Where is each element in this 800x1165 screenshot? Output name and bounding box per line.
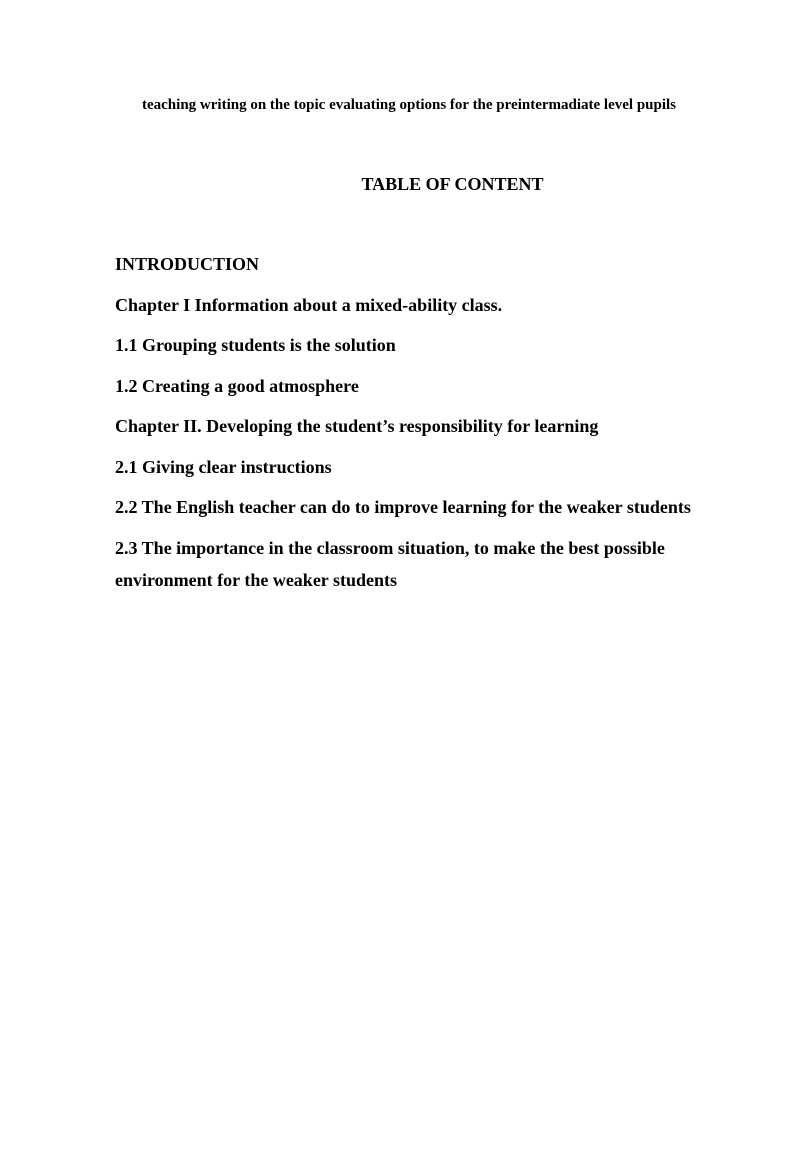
document-title: teaching writing on the topic evaluating options for the preintermadiate level pupils — [142, 97, 677, 113]
toc-entry-2-3: 2.3 The importance in the classroom situation, to make the best possible environment for the weaker students — [115, 537, 665, 590]
toc-entry-chapter-2: Chapter II. Developing the student’s responsibility for learning — [115, 416, 599, 436]
toc-entry-2-1: 2.1 Giving clear instructions — [115, 456, 332, 477]
toc-entry-introduction: INTRODUCTION — [115, 254, 260, 274]
toc-entry-1-1: 1.1 Grouping students is the solution — [115, 335, 396, 355]
toc-list — [115, 253, 755, 614]
toc-heading: TABLE OF CONTENT — [361, 174, 544, 194]
toc-entry-chapter-1: Chapter I Information about a mixed-ability class. — [115, 294, 503, 315]
toc-entry-2-2: 2.2 The English teacher can do to improve learning for the weaker students — [115, 497, 691, 517]
toc-entry-1-2: 1.2 Creating a good atmosphere — [115, 375, 359, 396]
